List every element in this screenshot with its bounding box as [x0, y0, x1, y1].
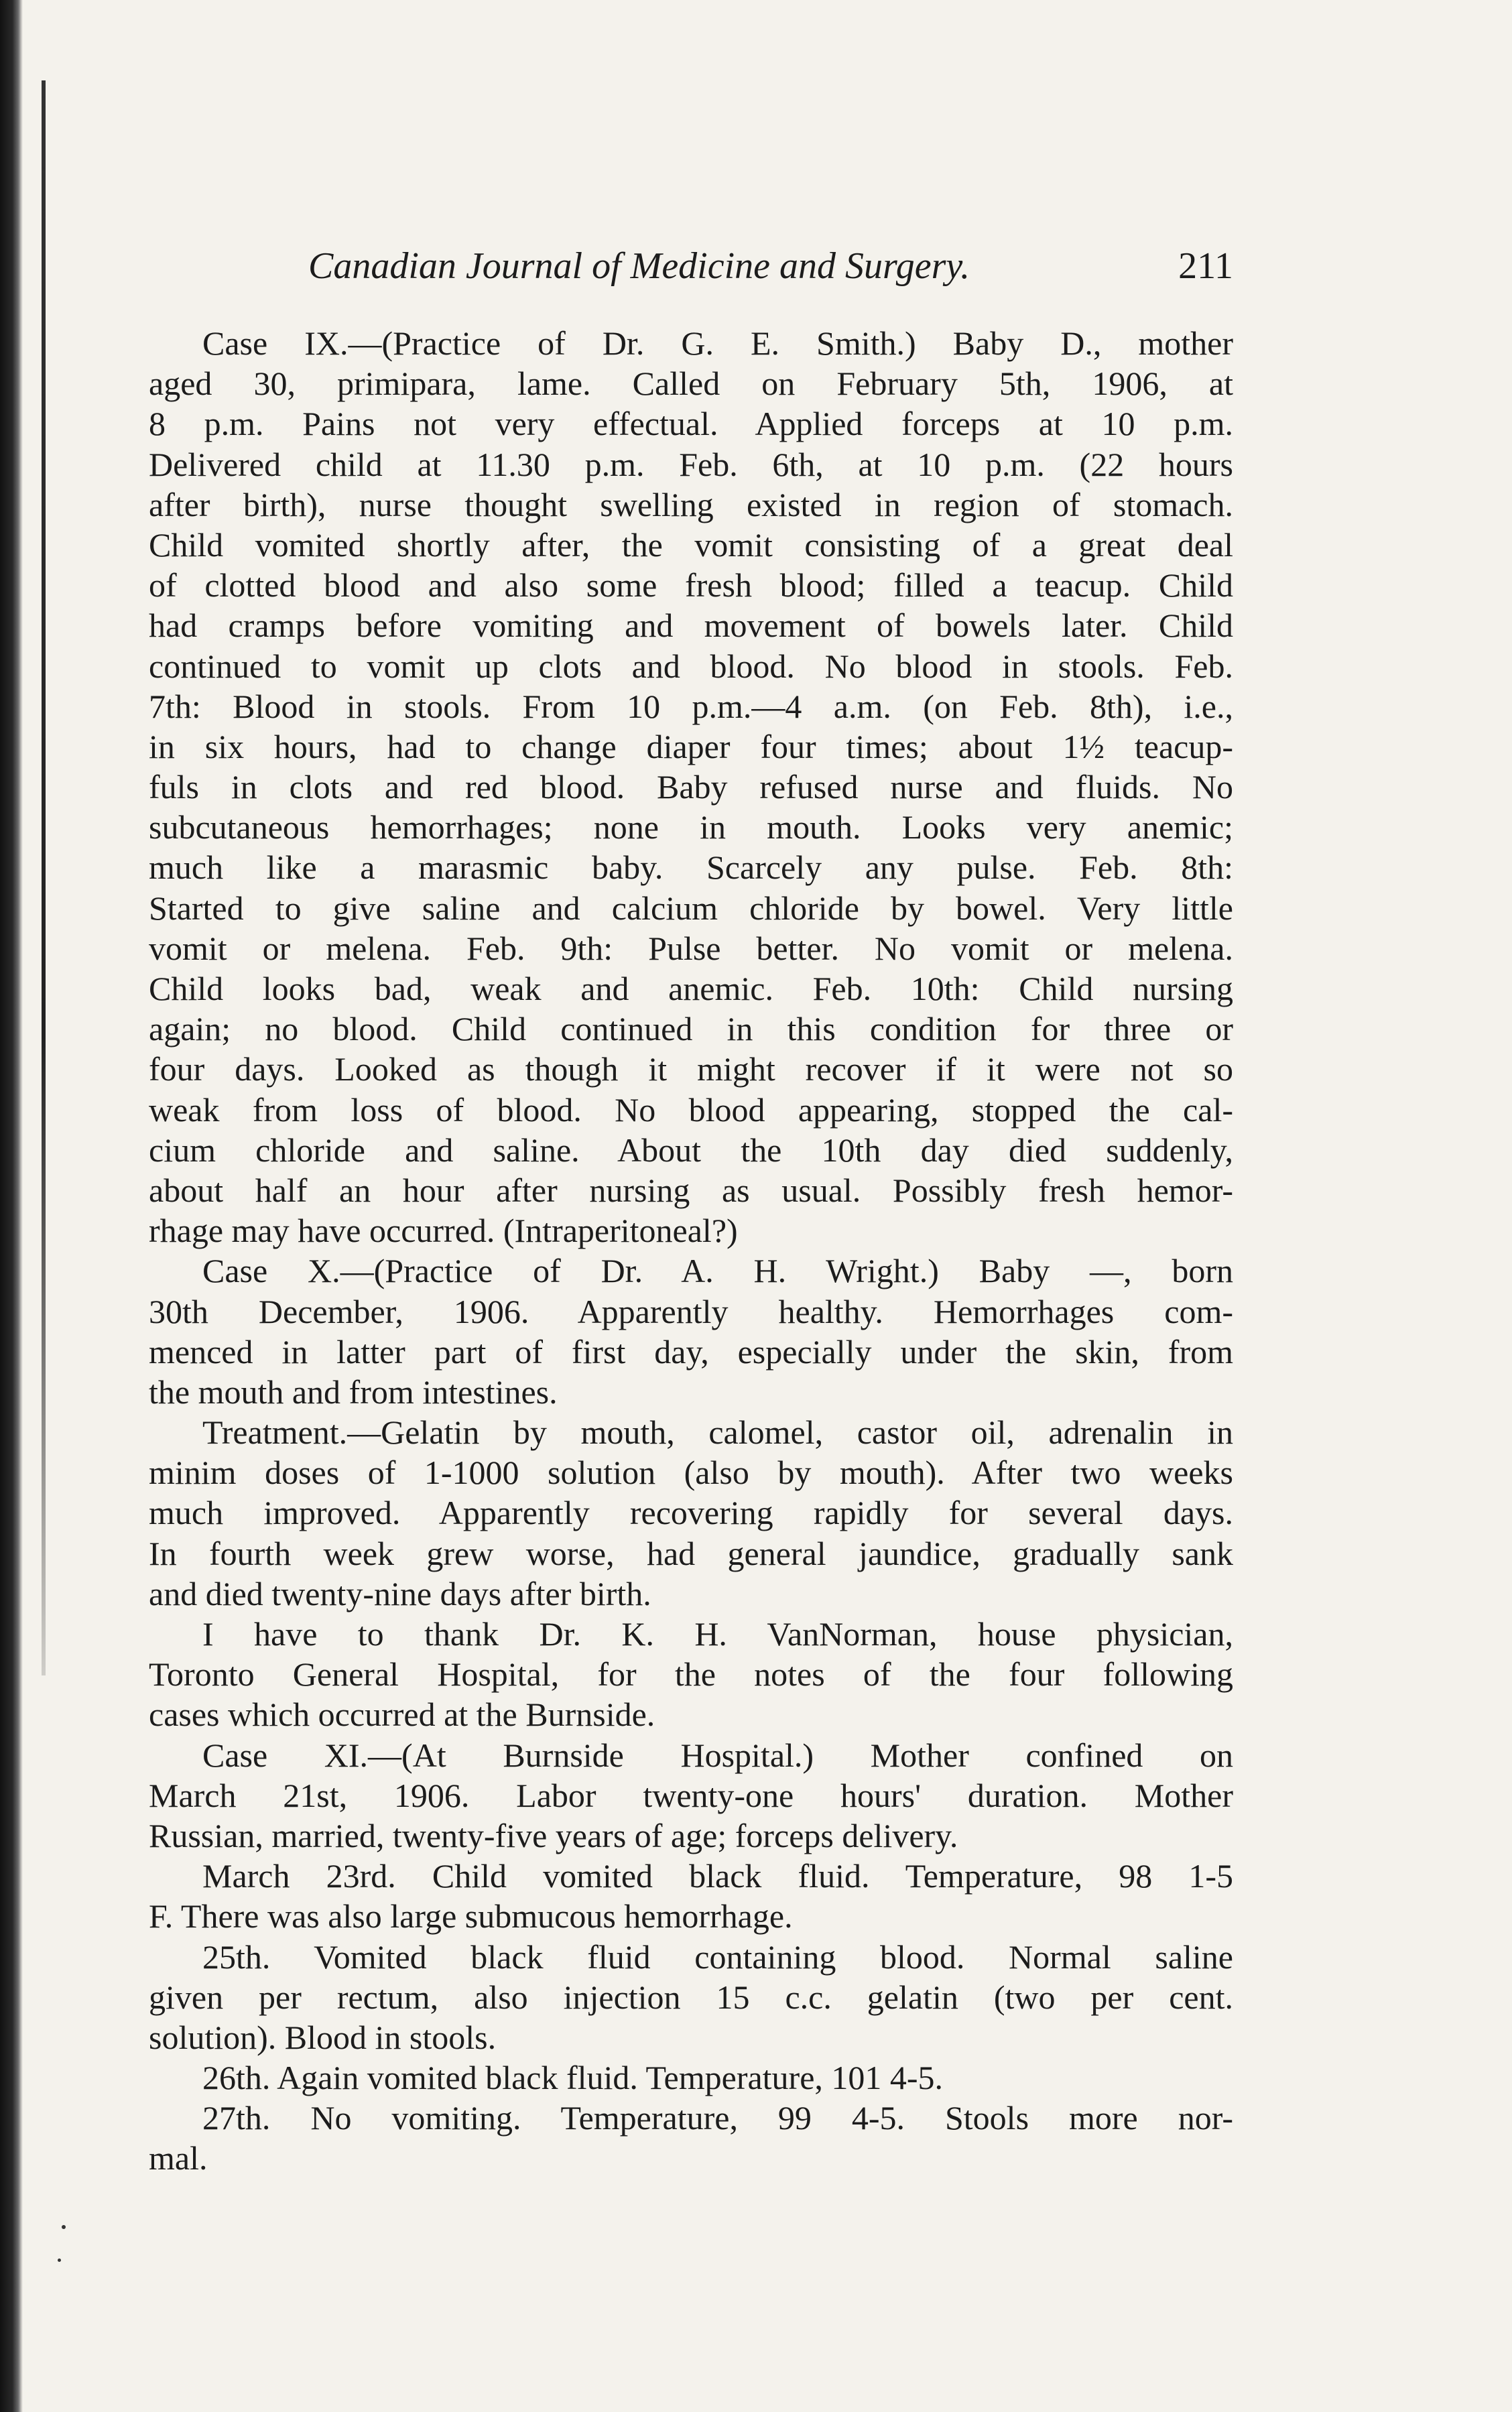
text-line: the mouth and from intestines.	[149, 1373, 558, 1411]
text-line: four days. Looked as though it might recover if it were not so	[149, 1050, 1233, 1088]
text-line: again; no blood. Child continued in this condition for three or	[149, 1010, 1233, 1048]
scan-speck	[58, 2259, 61, 2262]
text-line: Started to give saline and calcium chloride by bowel. Very little	[149, 889, 1233, 927]
text-line: March 23rd. Child vomited black fluid. Temperature, 98 1-5	[202, 1857, 1233, 1895]
text-line: menced in latter part of first day, especially under the skin, from	[149, 1332, 1233, 1371]
text-line: had cramps before vomiting and movement of bowels later. Child	[149, 607, 1233, 645]
text-line: Case IX.—(Practice of Dr. G. E. Smith.) Baby D., mother	[202, 324, 1233, 362]
text-line: In fourth week grew worse, had general jaundice, gradually sank	[149, 1534, 1233, 1572]
article-body	[149, 323, 1233, 2179]
text-line: weak from loss of blood. No blood appearing, stopped the cal-	[149, 1090, 1233, 1129]
text-line: minim doses of 1-1000 solution (also by mouth). After two weeks	[149, 1454, 1233, 1492]
page-binding-edge	[0, 0, 23, 2412]
running-header	[149, 236, 1233, 296]
text-line: 26th. Again vomited black fluid. Temperature, 101 4-5.	[202, 2059, 944, 2097]
text-line: Russian, married, twenty-five years of age; forceps delivery.	[149, 1816, 958, 1854]
text-line: rhage may have occurred. (Intraperitoneal?)	[149, 1212, 738, 1250]
scan-edge-line	[42, 80, 46, 1675]
text-line: cases which occurred at the Burnside.	[149, 1696, 655, 1734]
text-line: Case X.—(Practice of Dr. A. H. Wright.) Baby —, born	[202, 1252, 1233, 1290]
text-line: 27th. No vomiting. Temperature, 99 4-5. Stools more nor-	[202, 2099, 1233, 2137]
text-line: subcutaneous hemorrhages; none in mouth. Looks very anemic;	[149, 808, 1233, 846]
text-line: Case XI.—(At Burnside Hospital.) Mother confined on	[202, 1736, 1233, 1774]
text-line: Treatment.—Gelatin by mouth, calomel, castor oil, adrenalin in	[202, 1413, 1233, 1452]
text-line: 25th. Vomited black fluid containing blood. Normal saline	[202, 1938, 1233, 1976]
text-line: vomit or melena. Feb. 9th: Pulse better. No vomit or melena.	[149, 929, 1233, 967]
text-line: and died twenty-nine days after birth.	[149, 1574, 651, 1612]
text-line: Toronto General Hospital, for the notes of the four following	[149, 1655, 1233, 1694]
text-line: much like a marasmic baby. Scarcely any pulse. Feb. 8th:	[149, 848, 1233, 887]
journal-page	[149, 236, 1233, 2179]
text-line: aged 30, primipara, lame. Called on February 5th, 1906, at	[149, 365, 1233, 403]
text-line: March 21st, 1906. Labor twenty-one hours' duration. Mother	[149, 1776, 1233, 1814]
text-line: 8 p.m. Pains not very effectual. Applied forceps at 10 p.m.	[149, 405, 1233, 443]
text-line: cium chloride and saline. About the 10th day died suddenly,	[149, 1131, 1233, 1169]
text-line: much improved. Apparently recovering rapidly for several days.	[149, 1494, 1233, 1532]
text-line: 30th December, 1906. Apparently healthy. Hemorrhages com-	[149, 1292, 1233, 1330]
text-line: given per rectum, also injection 15 c.c. gelatin (two per cent.	[149, 1978, 1233, 2016]
scan-speck	[62, 2225, 66, 2229]
text-line: fuls in clots and red blood. Baby refused nurse and fluids. No	[149, 768, 1233, 806]
text-line: in six hours, had to change diaper four times; about 1½ teacup-	[149, 727, 1233, 765]
text-line: F. There was also large submucous hemorrhage.	[149, 1897, 793, 1935]
text-line: after birth), nurse thought swelling existed in region of stomach.	[149, 485, 1233, 523]
text-line: of clotted blood and also some fresh blood; filled a teacup. Child	[149, 566, 1233, 605]
text-line: Child vomited shortly after, the vomit consisting of a great deal	[149, 525, 1233, 564]
page-number: 211	[1178, 245, 1233, 287]
text-line: mal.	[149, 2139, 208, 2177]
text-line: 7th: Blood in stools. From 10 p.m.—4 a.m. (on Feb. 8th), i.e.,	[149, 687, 1233, 725]
journal-title: Canadian Journal of Medicine and Surgery.	[308, 245, 970, 287]
text-line: solution). Blood in stools.	[149, 2018, 497, 2056]
text-line: Child looks bad, weak and anemic. Feb. 10th: Child nursing	[149, 970, 1233, 1007]
text-line: I have to thank Dr. K. H. VanNorman, house physician,	[202, 1615, 1233, 1653]
text-line: Delivered child at 11.30 p.m. Feb. 6th, at 10 p.m. (22 hours	[149, 445, 1233, 483]
text-line: continued to vomit up clots and blood. No blood in stools. Feb.	[149, 647, 1233, 685]
text-line: about half an hour after nursing as usual. Possibly fresh hemor-	[149, 1171, 1233, 1209]
